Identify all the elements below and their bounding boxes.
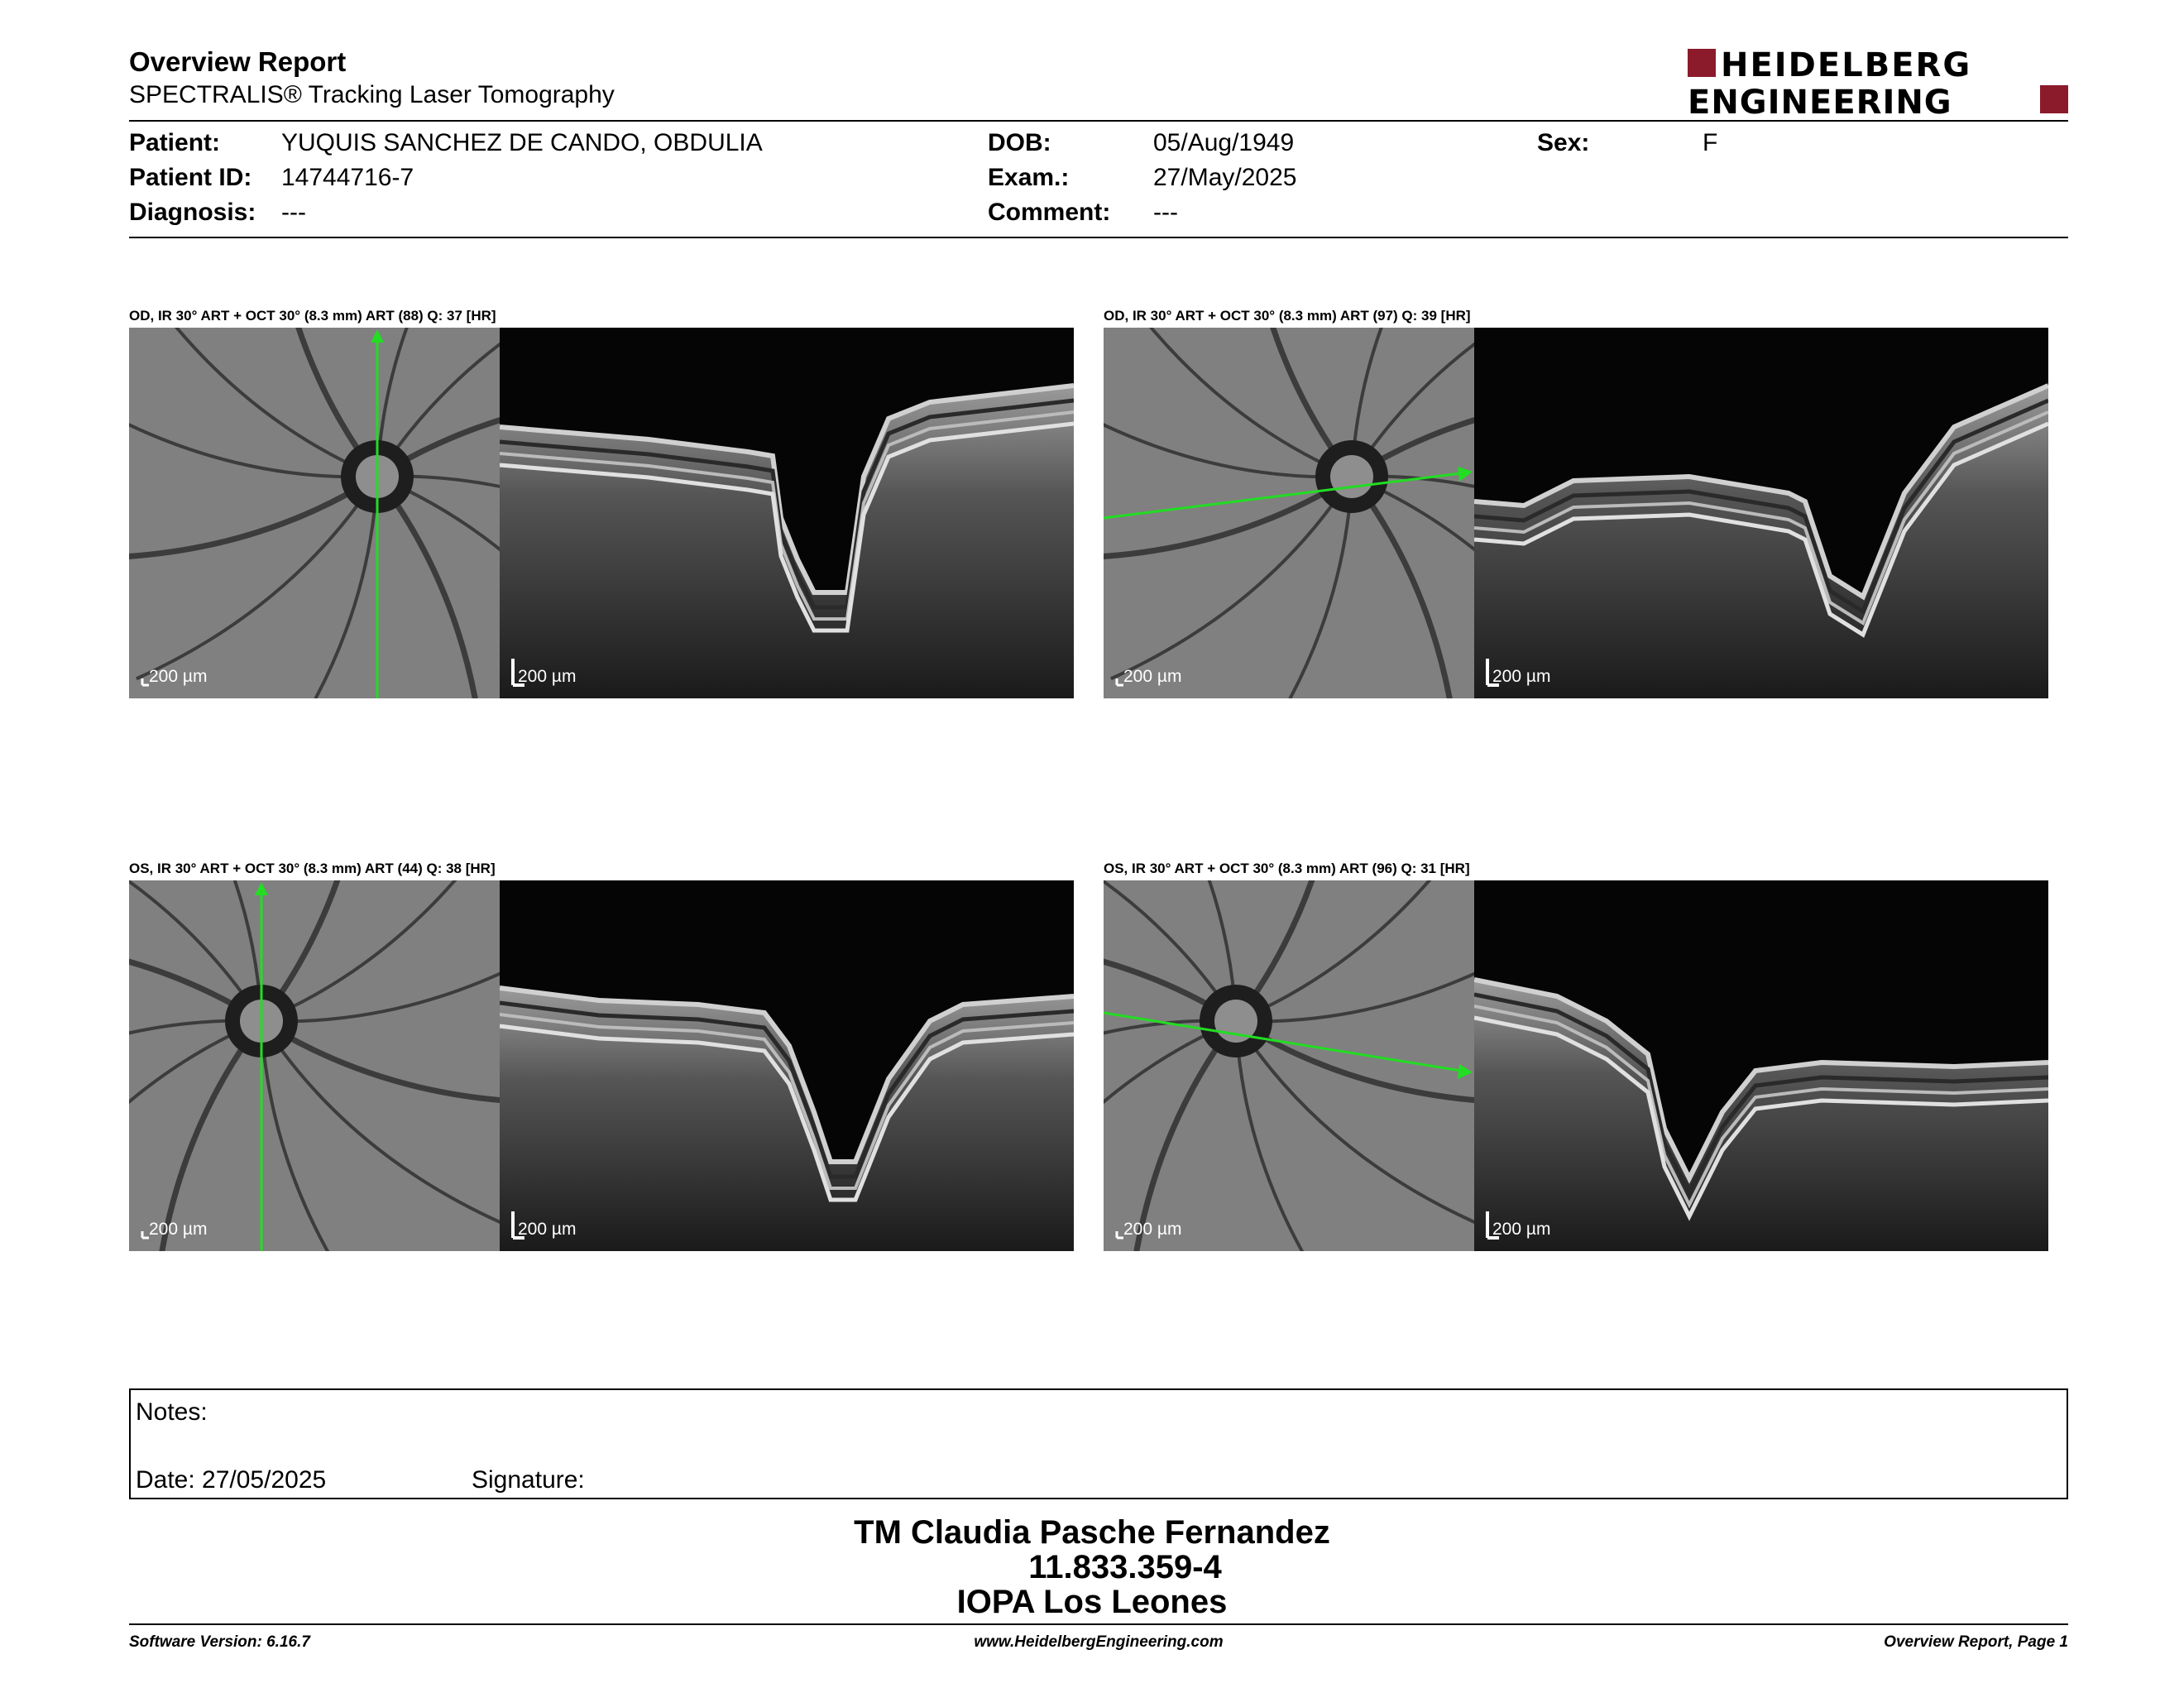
ir-fundus-image (1104, 328, 1474, 698)
scan-caption: OS, IR 30° ART + OCT 30° (8.3 mm) ART (44) Q: 38 [HR] (129, 861, 496, 876)
ir-fundus-image (1104, 880, 1474, 1251)
report-subtitle: SPECTRALIS® Tracking Laser Tomography (129, 81, 615, 108)
comment-value: --- (1153, 199, 1178, 226)
diagnosis-label: Diagnosis: (129, 199, 256, 226)
oct-scale-label: 200 µm (518, 667, 577, 686)
report-title: Overview Report (129, 46, 347, 77)
oct-scale-label: 200 µm (1492, 1220, 1551, 1239)
page-number: Overview Report, Page 1 (1884, 1633, 2068, 1651)
dob-label: DOB: (988, 129, 1051, 156)
ir-scale-label: 200 µm (1123, 1220, 1182, 1239)
website-link[interactable]: www.HeidelbergEngineering.com (974, 1633, 1224, 1651)
notes-box (129, 1388, 2068, 1499)
ir-scale-label: 200 µm (1123, 667, 1182, 686)
ir-scale-label: 200 µm (149, 1220, 208, 1239)
oct-bscan-image (1474, 880, 2048, 1251)
patient-id: 14744716-7 (281, 164, 414, 191)
header-divider (129, 120, 2068, 122)
oct-scale-label: 200 µm (518, 1220, 577, 1239)
footer-divider (129, 1623, 2068, 1625)
date-label: Date: 27/05/2025 (136, 1466, 327, 1494)
ir-fundus-image (129, 880, 500, 1251)
clinician-name: TM Claudia Pasche Fernandez (854, 1514, 1330, 1551)
sex-value: F (1703, 129, 1718, 156)
sex-label: Sex: (1537, 129, 1590, 156)
ir-fundus-image (129, 328, 500, 698)
comment-label: Comment: (988, 199, 1111, 226)
clinic-name: IOPA Los Leones (956, 1584, 1228, 1620)
dob-value: 05/Aug/1949 (1153, 129, 1295, 156)
patient-label: Patient: (129, 129, 221, 156)
software-version: Software Version: 6.16.7 (129, 1633, 310, 1651)
heidelberg-logo (1688, 46, 2068, 117)
scan-caption: OD, IR 30° ART + OCT 30° (8.3 mm) ART (97) Q: 39 [HR] (1104, 308, 1471, 324)
patient-id-label: Patient ID: (129, 164, 252, 191)
scan-caption: OD, IR 30° ART + OCT 30° (8.3 mm) ART (88) Q: 37 [HR] (129, 308, 496, 324)
scan-caption: OS, IR 30° ART + OCT 30° (8.3 mm) ART (96) Q: 31 [HR] (1104, 861, 1470, 876)
exam-value: 27/May/2025 (1153, 164, 1297, 191)
exam-label: Exam.: (988, 164, 1070, 191)
oct-scale-label: 200 µm (1492, 667, 1551, 686)
patient-name: YUQUIS SANCHEZ DE CANDO, OBDULIA (281, 129, 763, 156)
logo-line2: ENGINEERING (1688, 84, 1952, 117)
oct-bscan-image (500, 880, 1074, 1251)
patient-divider (129, 237, 2068, 238)
ir-scale-label: 200 µm (149, 667, 208, 686)
signature-label: Signature: (472, 1466, 585, 1494)
oct-bscan-image (1474, 328, 2048, 698)
oct-bscan-image (500, 328, 1074, 698)
diagnosis-value: --- (281, 199, 306, 226)
logo-line1: HEIDELBERG (1721, 46, 1972, 84)
notes-label: Notes: (136, 1398, 208, 1426)
clinician-id: 11.833.359-4 (1028, 1549, 1222, 1585)
